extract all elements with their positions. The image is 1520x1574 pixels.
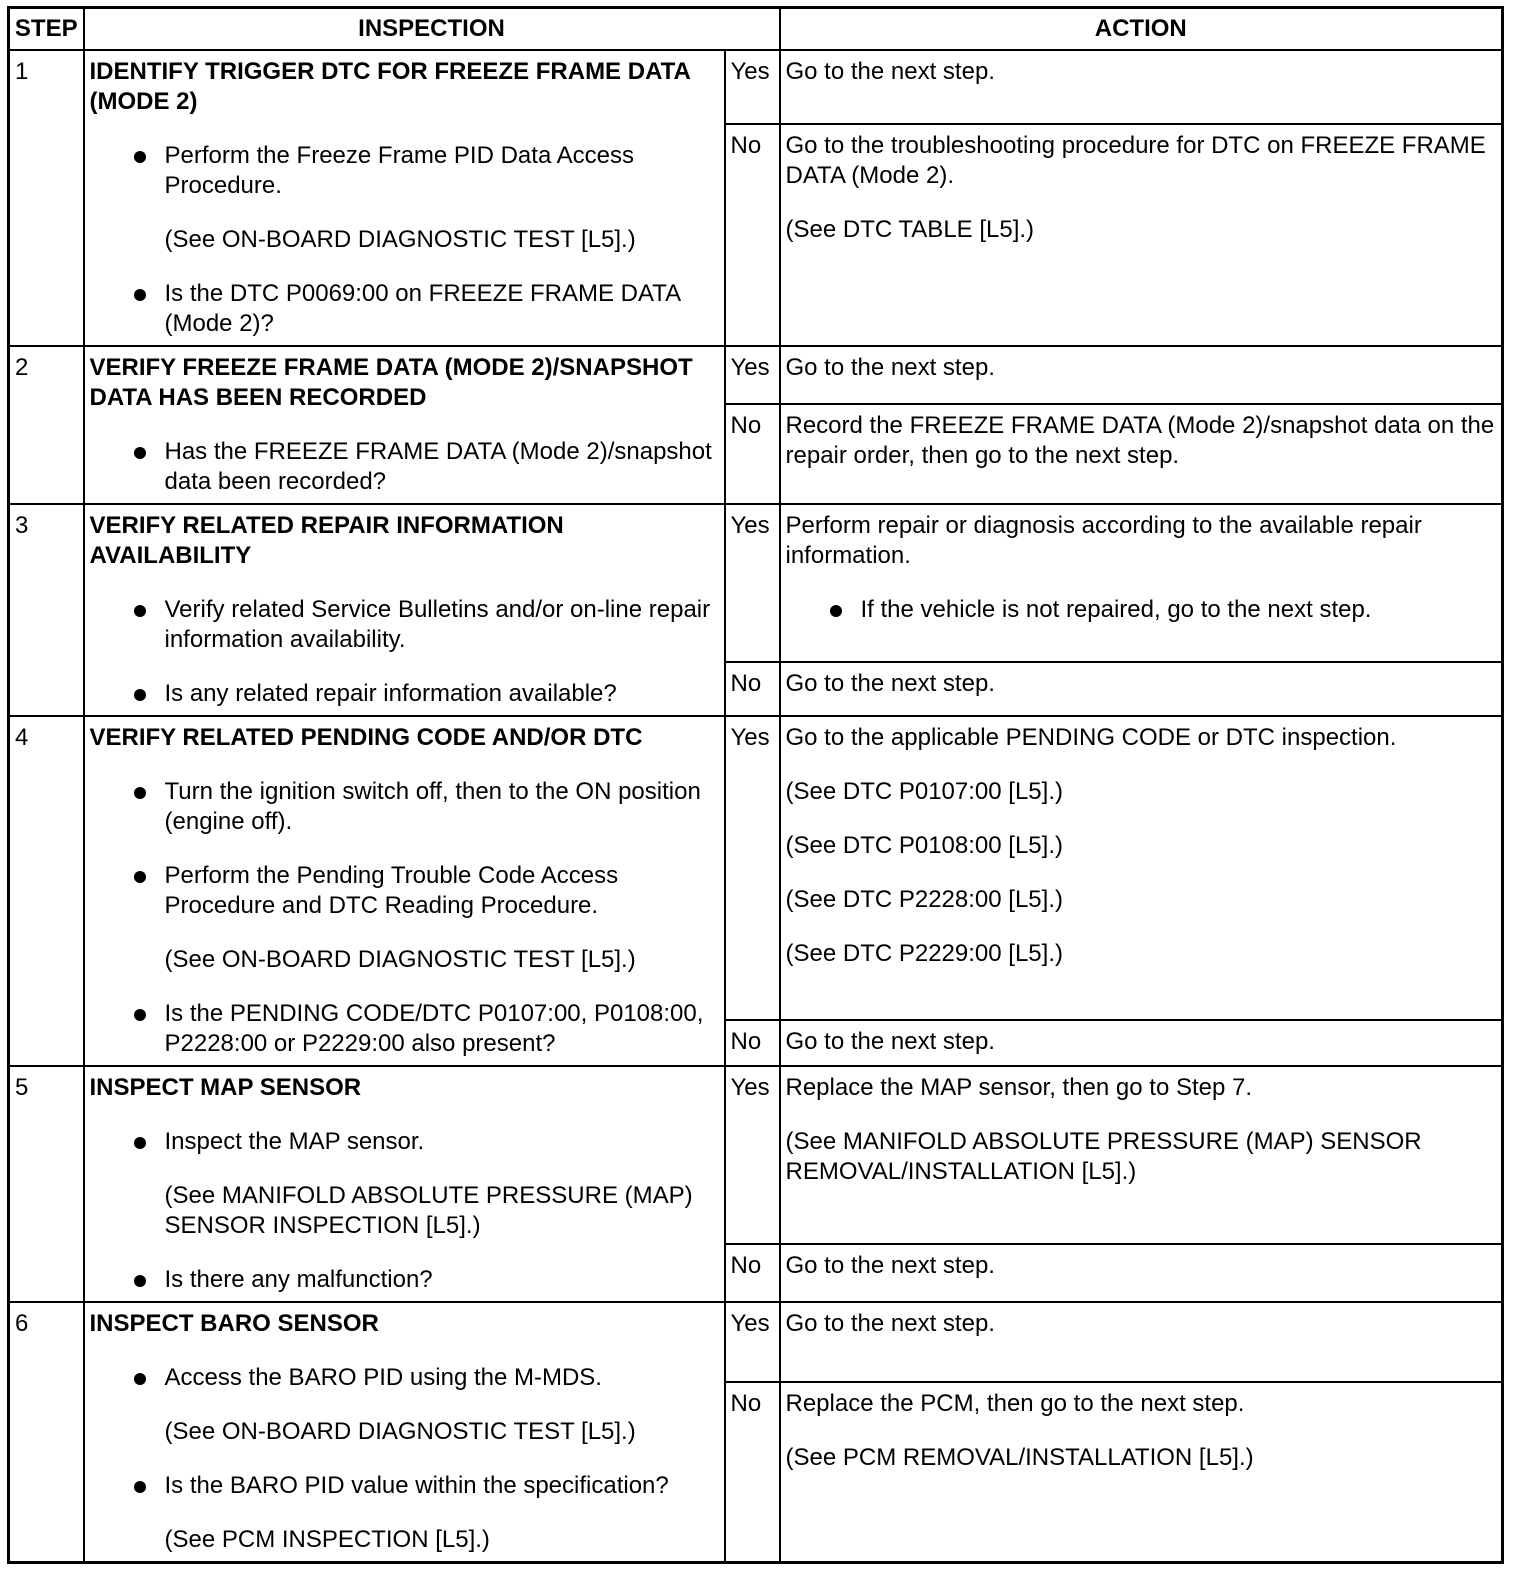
action-text: Go to the troubleshooting procedure for DTC on FREEZE FRAME DATA (Mode 2). <box>785 132 1486 189</box>
inspection-cell <box>84 346 725 504</box>
bullet-icon <box>134 289 146 301</box>
inspection-bullet: Turn the ignition switch off, then to the ON position (engine off). <box>90 777 719 837</box>
inspection-bullet: Is there any malfunction? <box>90 1265 719 1295</box>
no-action <box>780 124 1503 346</box>
inspection-cell <box>84 1302 725 1563</box>
yes-action: Go to the next step. <box>780 346 1503 404</box>
yes-label: Yes <box>725 716 780 1020</box>
no-action <box>780 1382 1503 1563</box>
inspection-bullet: Perform the Pending Trouble Code Access Procedure and DTC Reading Procedure. <box>90 861 719 921</box>
no-action: Go to the next step. <box>780 662 1503 716</box>
inspection-reference: (See ON-BOARD DIAGNOSTIC TEST [L5].) <box>164 1418 636 1445</box>
bullet-icon <box>134 1481 146 1493</box>
yes-action: Go to the next step. <box>780 1302 1503 1382</box>
bullet-icon <box>134 1373 146 1385</box>
yes-action <box>780 1066 1503 1244</box>
table-row <box>9 1066 1503 1244</box>
table-row <box>9 1302 1503 1382</box>
no-label: No <box>725 1244 780 1302</box>
step-number: 1 <box>9 50 84 346</box>
inspection-title: VERIFY FREEZE FRAME DATA (MODE 2)/SNAPSHOT DATA HAS BEEN RECORDED <box>89 354 693 411</box>
inspection-title: IDENTIFY TRIGGER DTC FOR FREEZE FRAME DATA (MODE 2) <box>89 58 690 115</box>
no-action: Go to the next step. <box>780 1244 1503 1302</box>
bullet-icon <box>134 689 146 701</box>
inspection-title: VERIFY RELATED PENDING CODE AND/OR DTC <box>89 724 643 751</box>
inspection-bullet: Inspect the MAP sensor. <box>90 1127 719 1157</box>
yes-label: Yes <box>725 1302 780 1382</box>
bullet-icon <box>134 1275 146 1287</box>
inspection-cell <box>84 504 725 716</box>
inspection-reference: (See MANIFOLD ABSOLUTE PRESSURE (MAP) SENSOR INSPECTION [L5].) <box>164 1182 693 1239</box>
action-text: Replace the PCM, then go to the next step. <box>785 1390 1245 1417</box>
no-label: No <box>725 124 780 346</box>
bullet-icon <box>134 1009 146 1021</box>
header-row <box>9 8 1503 51</box>
inspection-reference: (See PCM INSPECTION [L5].) <box>164 1526 490 1553</box>
table-row <box>9 50 1503 124</box>
no-action: Go to the next step. <box>780 1020 1503 1066</box>
step-number: 4 <box>9 716 84 1066</box>
action-reference: (See DTC P2228:00 [L5].) <box>785 886 1063 913</box>
step-number: 2 <box>9 346 84 504</box>
inspection-title: INSPECT MAP SENSOR <box>89 1074 362 1101</box>
inspection-title: INSPECT BARO SENSOR <box>89 1310 379 1337</box>
inspection-bullet: Is the PENDING CODE/DTC P0107:00, P0108:00, P2228:00 or P2229:00 also present? <box>90 999 719 1059</box>
action-reference: (See DTC P2229:00 [L5].) <box>785 940 1063 967</box>
action-text: Replace the MAP sensor, then go to Step 7. <box>785 1074 1253 1101</box>
bullet-icon <box>830 605 842 617</box>
diagnostic-table <box>7 6 1504 1564</box>
yes-label: Yes <box>725 1066 780 1244</box>
header-step: STEP <box>9 8 84 51</box>
inspection-cell <box>84 50 725 346</box>
yes-action: Go to the next step. <box>780 50 1503 124</box>
inspection-cell <box>84 1066 725 1302</box>
inspection-bullet: Perform the Freeze Frame PID Data Access Procedure. <box>90 141 719 201</box>
inspection-bullet: Is any related repair information available? <box>90 679 719 709</box>
yes-label: Yes <box>725 50 780 124</box>
step-number: 3 <box>9 504 84 716</box>
yes-action <box>780 716 1503 1020</box>
action-reference: (See MANIFOLD ABSOLUTE PRESSURE (MAP) SENSOR REMOVAL/INSTALLATION [L5].) <box>785 1128 1422 1185</box>
inspection-cell <box>84 716 725 1066</box>
step-number: 5 <box>9 1066 84 1302</box>
inspection-title: VERIFY RELATED REPAIR INFORMATION AVAILABILITY <box>89 512 564 569</box>
action-bullet: If the vehicle is not repaired, go to the next step. <box>786 595 1497 625</box>
inspection-bullet: Access the BARO PID using the M-MDS. <box>90 1363 719 1393</box>
header-inspection: INSPECTION <box>84 8 780 51</box>
inspection-reference: (See ON-BOARD DIAGNOSTIC TEST [L5].) <box>164 946 636 973</box>
action-text: Perform repair or diagnosis according to the available repair information. <box>785 512 1422 569</box>
bullet-icon <box>134 447 146 459</box>
yes-action <box>780 504 1503 662</box>
table-row <box>9 346 1503 404</box>
bullet-icon <box>134 787 146 799</box>
action-reference: (See DTC P0107:00 [L5].) <box>785 778 1063 805</box>
bullet-icon <box>134 1137 146 1149</box>
action-reference: (See PCM REMOVAL/INSTALLATION [L5].) <box>785 1444 1254 1471</box>
action-reference: (See DTC P0108:00 [L5].) <box>785 832 1063 859</box>
no-action: Record the FREEZE FRAME DATA (Mode 2)/snapshot data on the repair order, then go to the next step. <box>780 404 1503 504</box>
no-label: No <box>725 662 780 716</box>
no-label: No <box>725 404 780 504</box>
step-number: 6 <box>9 1302 84 1563</box>
yes-label: Yes <box>725 346 780 404</box>
bullet-icon <box>134 605 146 617</box>
no-label: No <box>725 1020 780 1066</box>
inspection-bullet: Has the FREEZE FRAME DATA (Mode 2)/snapshot data been recorded? <box>90 437 719 497</box>
inspection-bullet: Is the BARO PID value within the specification? <box>90 1471 719 1501</box>
action-text: Go to the applicable PENDING CODE or DTC inspection. <box>785 724 1397 751</box>
inspection-reference: (See ON-BOARD DIAGNOSTIC TEST [L5].) <box>164 226 636 253</box>
bullet-icon <box>134 151 146 163</box>
table-row <box>9 716 1503 1020</box>
action-reference: (See DTC TABLE [L5].) <box>785 216 1035 243</box>
no-label: No <box>725 1382 780 1563</box>
inspection-bullet: Is the DTC P0069:00 on FREEZE FRAME DATA (Mode 2)? <box>90 279 719 339</box>
yes-label: Yes <box>725 504 780 662</box>
header-action: ACTION <box>780 8 1503 51</box>
table-row <box>9 504 1503 662</box>
bullet-icon <box>134 871 146 883</box>
inspection-bullet: Verify related Service Bulletins and/or on-line repair information availability. <box>90 595 719 655</box>
